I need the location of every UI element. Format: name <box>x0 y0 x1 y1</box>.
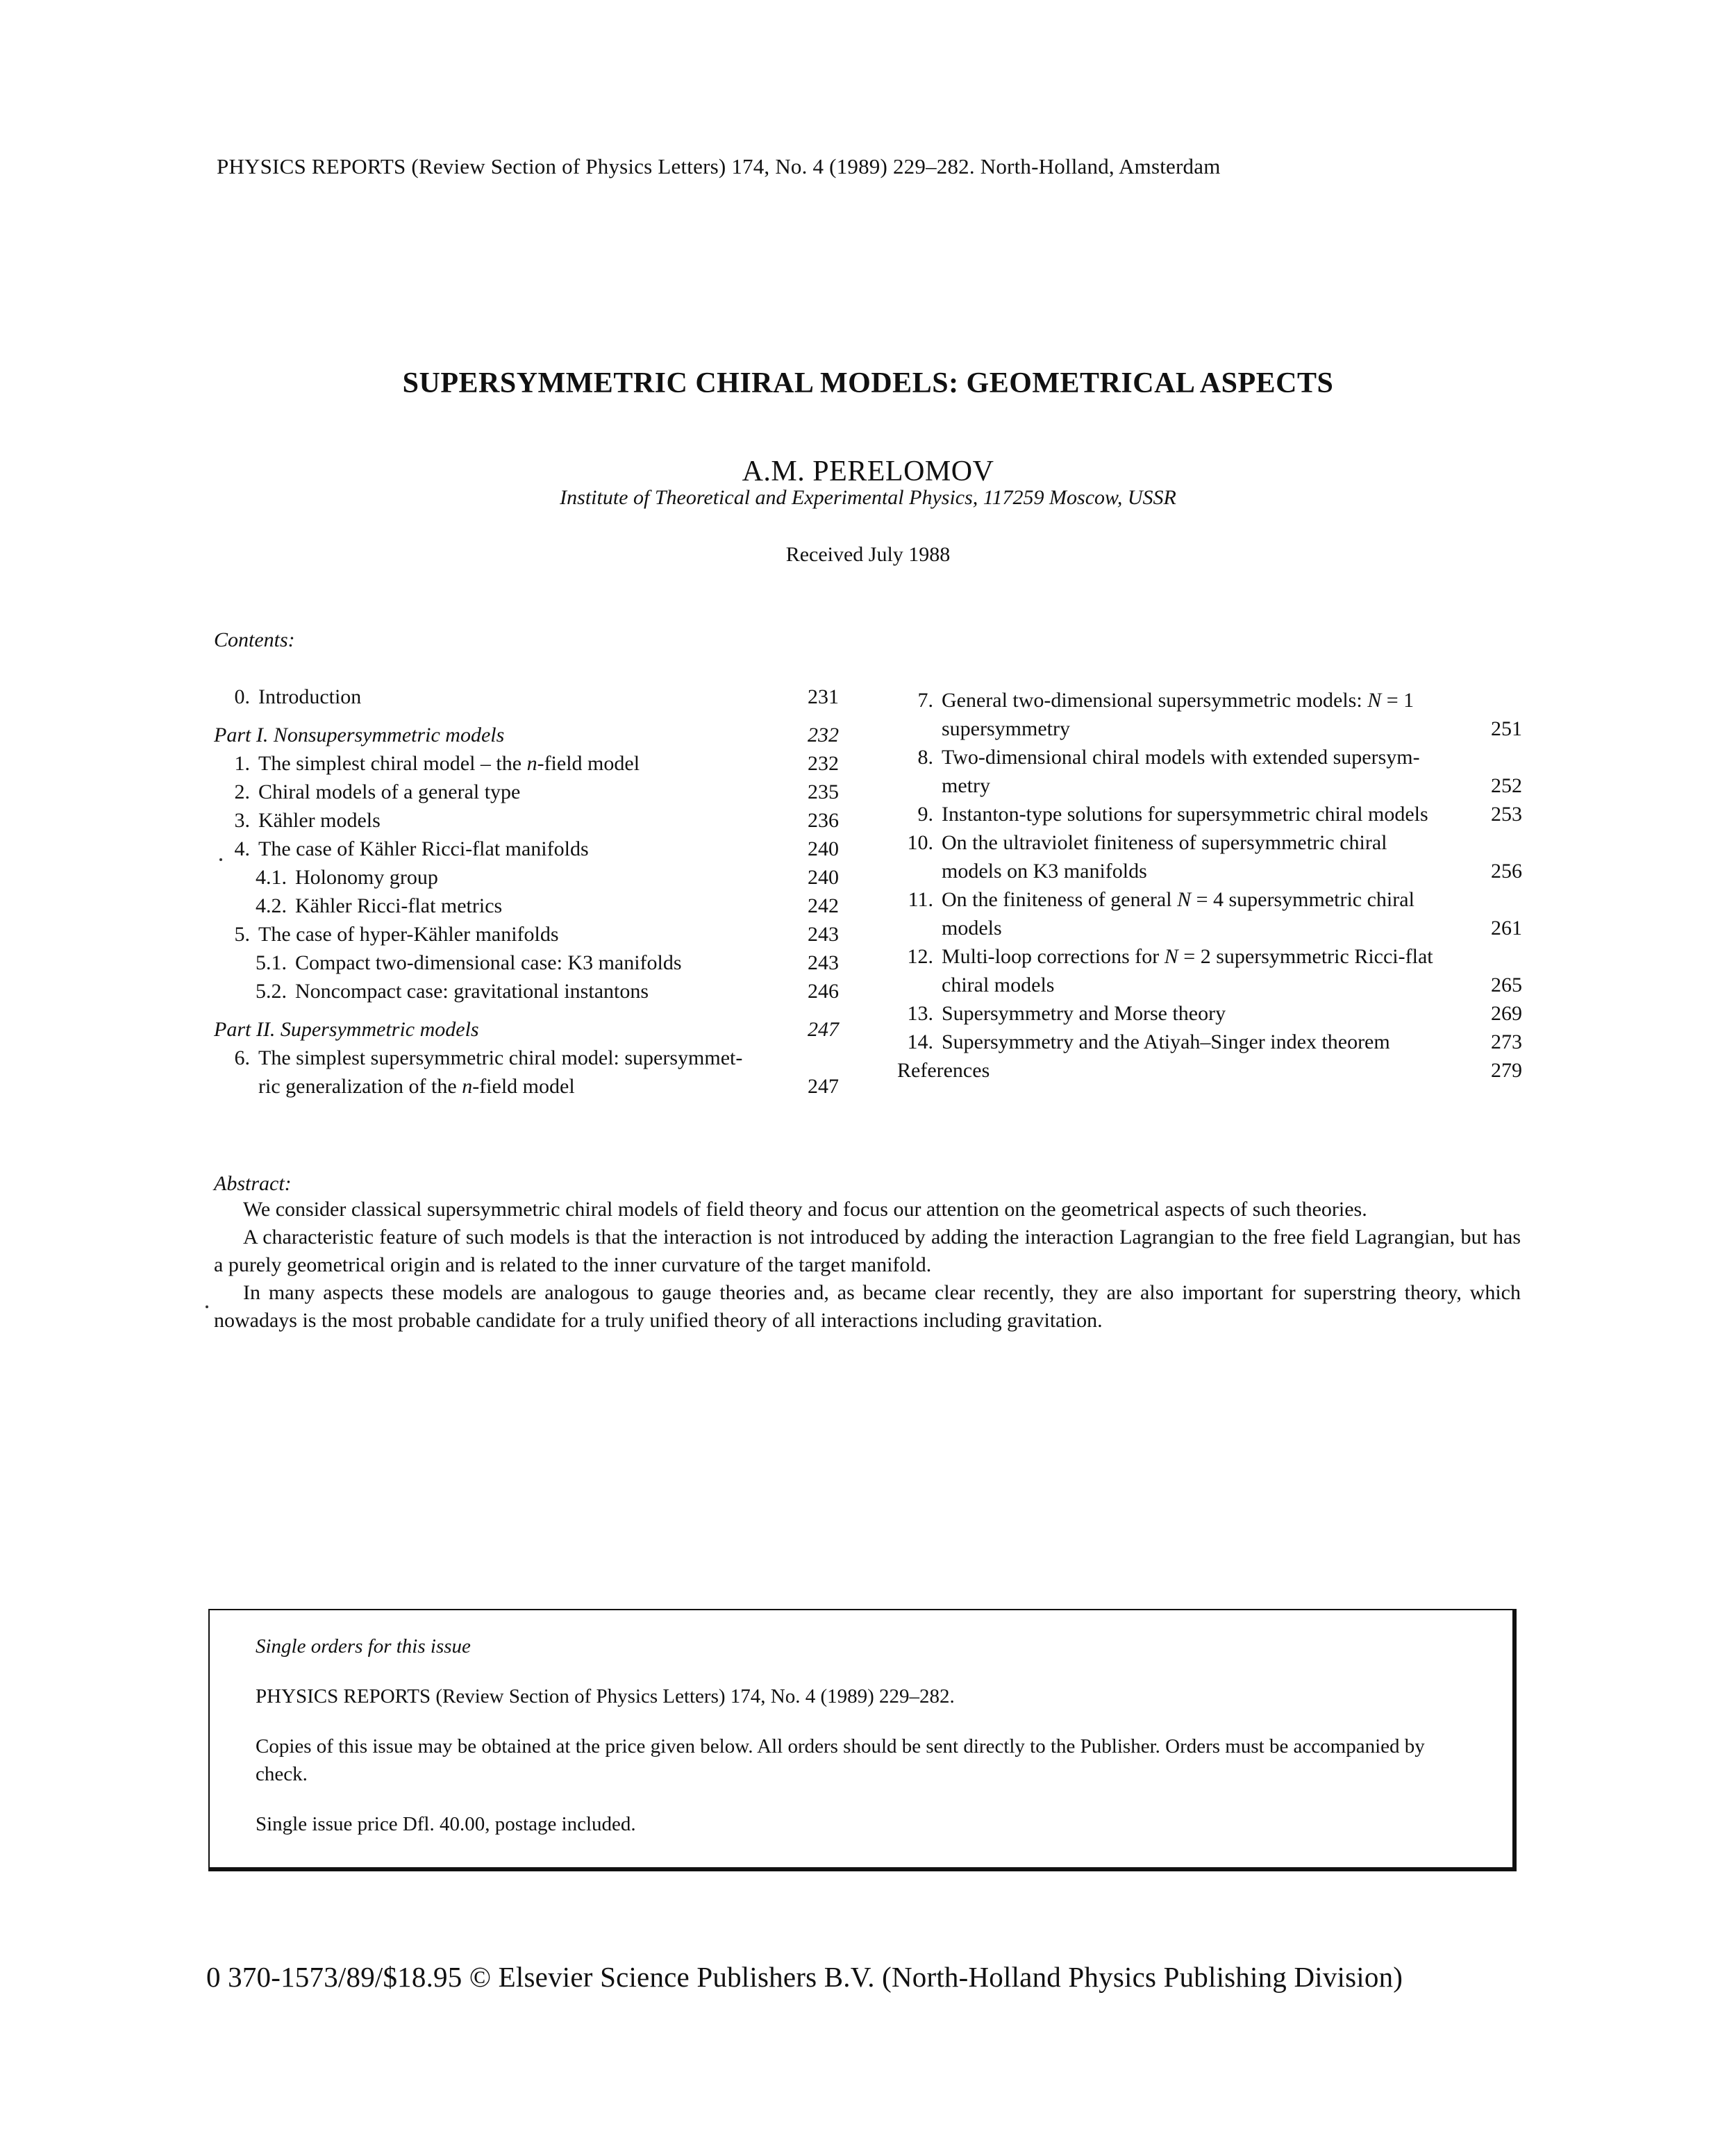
toc-label: Multi-loop corrections for N = 2 supersymmetric Ricci-flat chiral models <box>942 945 1433 996</box>
toc-page: 256 <box>1491 860 1522 883</box>
toc-label: General two-dimensional supersymmetric models: N = 1 supersymmetry <box>942 689 1414 740</box>
toc-page: 246 <box>808 980 839 1003</box>
toc-label: Part I. Nonsupersymmetric models <box>214 724 505 746</box>
abstract-paragraph: We consider classical supersymmetric chiral models of field theory and focus our attention on the geometrical aspects of such theories. <box>243 1198 1367 1221</box>
toc-number: 5.1. <box>256 951 287 974</box>
toc-entry[interactable] <box>897 743 1522 800</box>
toc-label: Two-dimensional chiral models with extended supersym- metry <box>942 746 1420 797</box>
toc-entry-references[interactable] <box>897 1056 1522 1085</box>
order-box-heading: Single orders for this issue <box>256 1635 471 1657</box>
toc-entry[interactable] <box>214 806 839 835</box>
toc-page: 269 <box>1491 1002 1522 1025</box>
toc-part-heading[interactable] <box>214 1015 839 1044</box>
author-affiliation: Institute of Theoretical and Experimental Physics, 117259 Moscow, USSR <box>560 486 1176 509</box>
toc-label: Kähler Ricci-flat metrics <box>295 894 503 917</box>
toc-page: 252 <box>1491 774 1522 797</box>
toc-entry[interactable] <box>897 885 1522 942</box>
order-box-copies: Copies of this issue may be obtained at the price given below. All orders should be sent directly to the Publisher. Orders must be accompanied by check. <box>256 1735 1425 1785</box>
toc-entry[interactable] <box>897 942 1522 999</box>
toc-label: Instanton-type solutions for supersymmetric chiral models <box>942 803 1428 826</box>
copyright-footer: 0 370-1573/89/$18.95 © Elsevier Science Publishers B.V. (North-Holland Physics Publishing Division) <box>206 1961 1403 1993</box>
toc-page: 240 <box>808 837 839 860</box>
toc-number: 4.2. <box>256 894 287 917</box>
toc-entry[interactable] <box>897 828 1522 885</box>
toc-label: The simplest chiral model – the n-field model <box>258 752 640 775</box>
toc-number: 7. <box>917 689 933 712</box>
toc-entry[interactable] <box>214 920 839 949</box>
toc-label: On the ultraviolet finiteness of supersymmetric chiral models on K3 manifolds <box>942 831 1387 883</box>
order-box-price: Single issue price Dfl. 40.00, postage included. <box>256 1813 636 1835</box>
toc-label: Compact two-dimensional case: K3 manifolds <box>295 951 682 974</box>
toc-label: On the finiteness of general N = 4 supersymmetric chiral models <box>942 888 1414 939</box>
toc-label: Supersymmetry and the Atiyah–Singer index theorem <box>942 1030 1390 1053</box>
toc-label: Noncompact case: gravitational instantons <box>295 980 649 1003</box>
received-date: Received July 1988 <box>785 543 951 566</box>
toc-page: 251 <box>1491 717 1522 740</box>
toc-number: 14. <box>907 1030 933 1053</box>
toc-entry[interactable] <box>214 749 839 778</box>
toc-label: Chiral models of a general type <box>258 780 521 803</box>
toc-label: The case of hyper-Kähler manifolds <box>258 923 559 946</box>
toc-entry[interactable] <box>897 686 1522 743</box>
order-box-journal: PHYSICS REPORTS (Review Section of Physics Letters) 174, No. 4 (1989) 229–282. <box>256 1685 955 1707</box>
toc-page: 265 <box>1491 974 1522 996</box>
toc-page: 235 <box>808 780 839 803</box>
toc-number: 0. <box>234 685 250 708</box>
print-speck <box>219 858 222 861</box>
toc-entry[interactable] <box>897 999 1522 1028</box>
toc-page: 253 <box>1491 803 1522 826</box>
toc-part-heading[interactable] <box>214 721 839 749</box>
toc-number: 5.2. <box>256 980 287 1003</box>
toc-number: 9. <box>917 803 933 826</box>
toc-left-column <box>214 683 839 1101</box>
toc-page: 243 <box>808 951 839 974</box>
toc-number: 8. <box>917 746 933 769</box>
toc-page: 242 <box>808 894 839 917</box>
toc-right-column <box>897 686 1522 1085</box>
toc-label: Introduction <box>258 685 362 708</box>
abstract-body <box>214 1196 1521 1335</box>
paper-title: SUPERSYMMETRIC CHIRAL MODELS: GEOMETRICAL ASPECTS <box>402 367 1334 399</box>
toc-label: Holonomy group <box>295 866 438 889</box>
toc-page: 279 <box>1491 1059 1522 1082</box>
toc-label: Kähler models <box>258 809 381 832</box>
toc-number: 5. <box>234 923 250 946</box>
toc-subentry[interactable] <box>214 949 839 977</box>
toc-label: References <box>897 1059 990 1082</box>
toc-page: 231 <box>808 685 839 708</box>
toc-label: Supersymmetry and Morse theory <box>942 1002 1226 1025</box>
toc-number: 2. <box>234 780 250 803</box>
abstract-paragraph: In many aspects these models are analogous to gauge theories and, as became clear recently, they are also important for superstring theory, which nowadays is the most probable candidate for a truly unified theory of all interactions including gravitation. <box>214 1281 1521 1332</box>
toc-entry[interactable] <box>214 778 839 806</box>
toc-label: The case of Kähler Ricci-flat manifolds <box>258 837 589 860</box>
toc-page: 232 <box>808 752 839 775</box>
journal-citation: PHYSICS REPORTS (Review Section of Physics Letters) 174, No. 4 (1989) 229–282. North-Holland, Amsterdam <box>217 154 1221 178</box>
toc-number: 3. <box>234 809 250 832</box>
toc-number: 10. <box>907 831 933 854</box>
abstract-label: Abstract: <box>214 1172 292 1195</box>
toc-page: 240 <box>808 866 839 889</box>
toc-number: 4.1. <box>256 866 287 889</box>
toc-number: 12. <box>907 945 933 968</box>
toc-entry[interactable] <box>897 1028 1522 1056</box>
toc-page: 243 <box>808 923 839 946</box>
toc-entry[interactable] <box>897 800 1522 828</box>
single-orders-box <box>208 1609 1517 1871</box>
toc-number: 6. <box>234 1046 250 1069</box>
toc-page: 232 <box>808 724 839 746</box>
toc-page: 247 <box>808 1018 839 1041</box>
abstract-paragraph: A characteristic feature of such models is that the interaction is not introduced by adding the interaction Lagrangian to the free field Lagrangian, but has a purely geometrical origin and is related to the inner curvature of the target manifold. <box>214 1226 1521 1276</box>
toc-subentry[interactable] <box>214 892 839 920</box>
toc-number: 13. <box>907 1002 933 1025</box>
contents-label: Contents: <box>214 628 295 651</box>
toc-number: 11. <box>908 888 933 911</box>
toc-label: Part II. Supersymmetric models <box>214 1018 479 1041</box>
toc-number: 1. <box>234 752 250 775</box>
toc-entry[interactable] <box>214 683 839 711</box>
toc-entry[interactable] <box>214 1044 839 1101</box>
toc-number: 4. <box>234 837 250 860</box>
toc-label: The simplest supersymmetric chiral model: supersymmet- ric generalization of the n-field model <box>258 1046 743 1098</box>
author-name: A.M. PERELOMOV <box>742 456 994 487</box>
print-speck <box>206 1305 208 1308</box>
toc-page: 236 <box>808 809 839 832</box>
toc-page: 247 <box>808 1075 839 1098</box>
toc-subentry[interactable] <box>214 977 839 1005</box>
toc-entry[interactable] <box>214 835 839 863</box>
toc-subentry[interactable] <box>214 863 839 892</box>
toc-page: 273 <box>1491 1030 1522 1053</box>
toc-page: 261 <box>1491 917 1522 939</box>
